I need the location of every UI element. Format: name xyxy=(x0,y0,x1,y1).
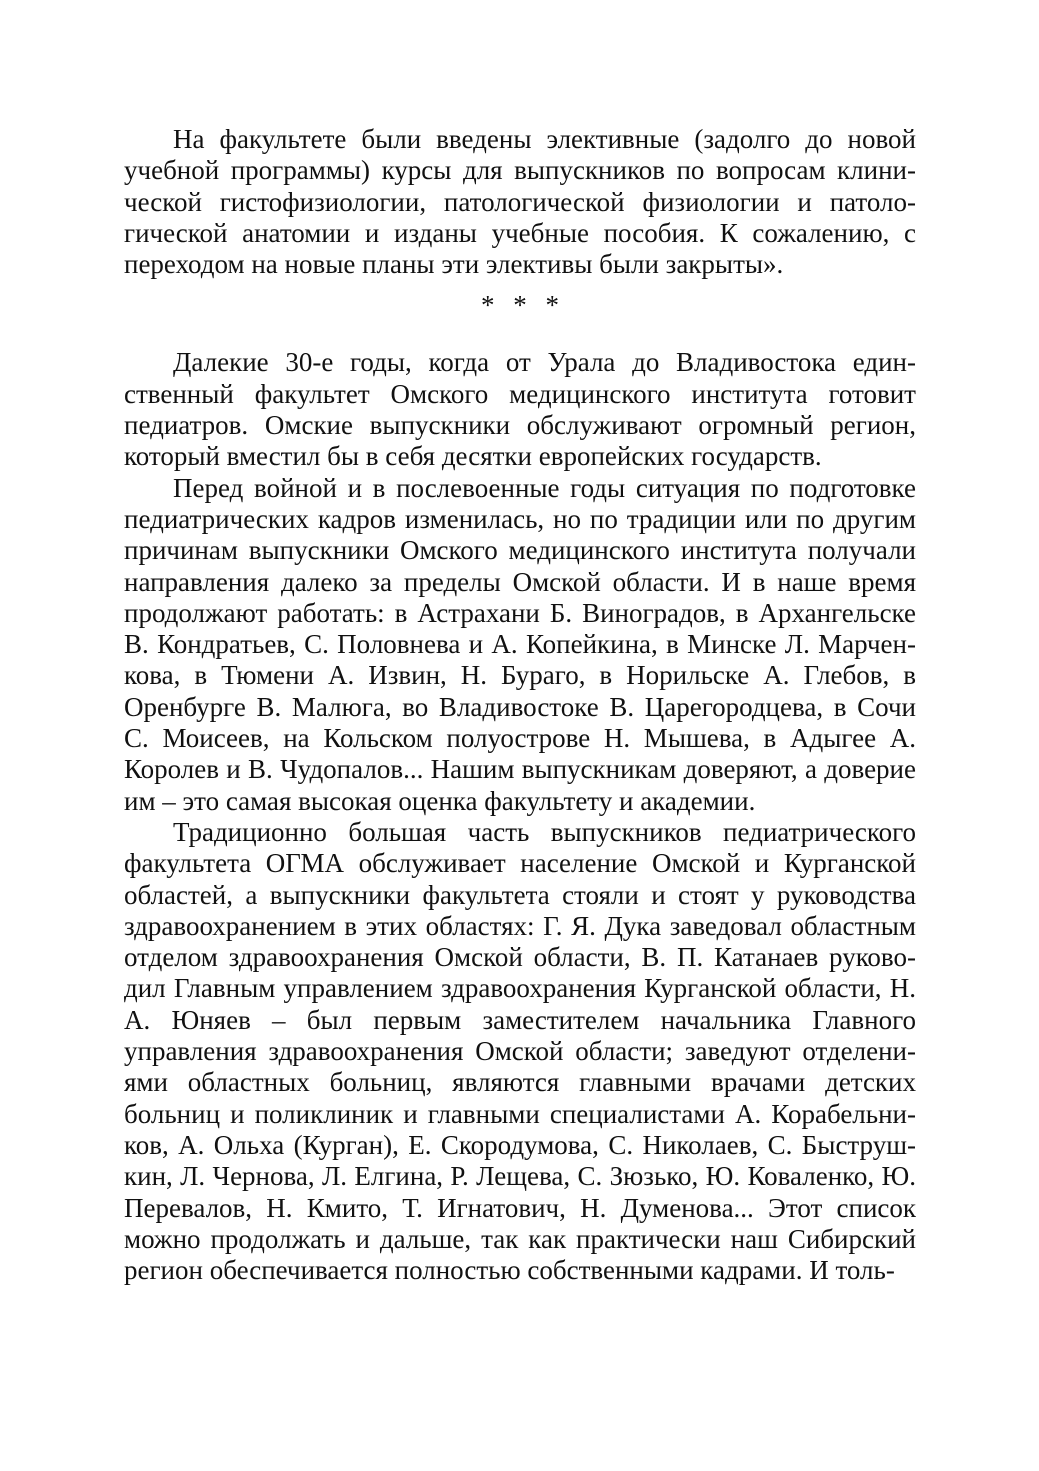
section-separator: * * * xyxy=(481,290,565,321)
paragraph-regional-leadership: Традиционно большая часть выпускников педиатрического факультета ОГМА обслуживает население Омской и Курганской областей, а выпускники факультета стояли и стоят у руководства здравоохранением в этих областях: Г. Я. Дука заведовал областным отделом здравоохранения Омской области, В. П. Катанаев руководил Главным управлением здравоохранения Курганской области, Н. А. Юняев – был первым заместителем начальника Главного управления здравоохранения Омской области; заведуют отделениями областных больниц, являются главными врачами детских больниц и поликлиник и главными специалистами А. Корабельников, А. Ольха (Курган), Е. Скородумова, С. Николаев, С. Быструшкин, Л. Чернова, Л. Елгина, Р. Лещева, С. Зюзько, Ю. Коваленко, Ю. Перевалов, Н. Кмито, Т. Игнатович, Н. Думенова... Этот список можно продолжать и дальше, так как практически наш Сибирский регион обеспечивается полностью собственными кадрами. И толь- xyxy=(124,816,916,1286)
paragraph-thirties: Далекие 30-е годы, когда от Урала до Владивостока единственный факультет Омского медицинского института готовит педиатров. Омские выпускники обслуживают огромный регион, который вместил бы в себя десятки европейских государств. xyxy=(124,347,916,472)
document-page xyxy=(124,124,916,1286)
paragraph-graduates-abroad: Перед войной и в послевоенные годы ситуация по подготовке педиатрических кадров изменилась, но по традиции или по другим причинам выпускники Омского медицинского института получали направления далеко за пределы Омской области. И в наше время продолжают работать: в Астрахани Б. Виноградов, в Архангельске В. Кондратьев, С. Половнева и А. Копейкина, в Минске Л. Марченкова, в Тюмени А. Извин, Н. Бураго, в Норильске А. Глебов, в Оренбурге В. Малюга, во Владивостоке В. Царегородцева, в Сочи С. Моисеев, на Кольском полуострове Н. Мышева, в Адыгее А. Королев и В. Чудопалов... Нашим выпускникам доверяют, а доверие им – это самая высокая оценка факультету и академии. xyxy=(124,472,916,816)
paragraph-electives: На факультете были введены элективные (задолго до новой учебной программы) курсы для выпускников по вопросам клинической гистофизиологии, патологической физиологии и патологической анатомии и изданы учебные пособия. К сожалению, с переходом на новые планы эти элективы были закрыты». xyxy=(124,124,916,280)
